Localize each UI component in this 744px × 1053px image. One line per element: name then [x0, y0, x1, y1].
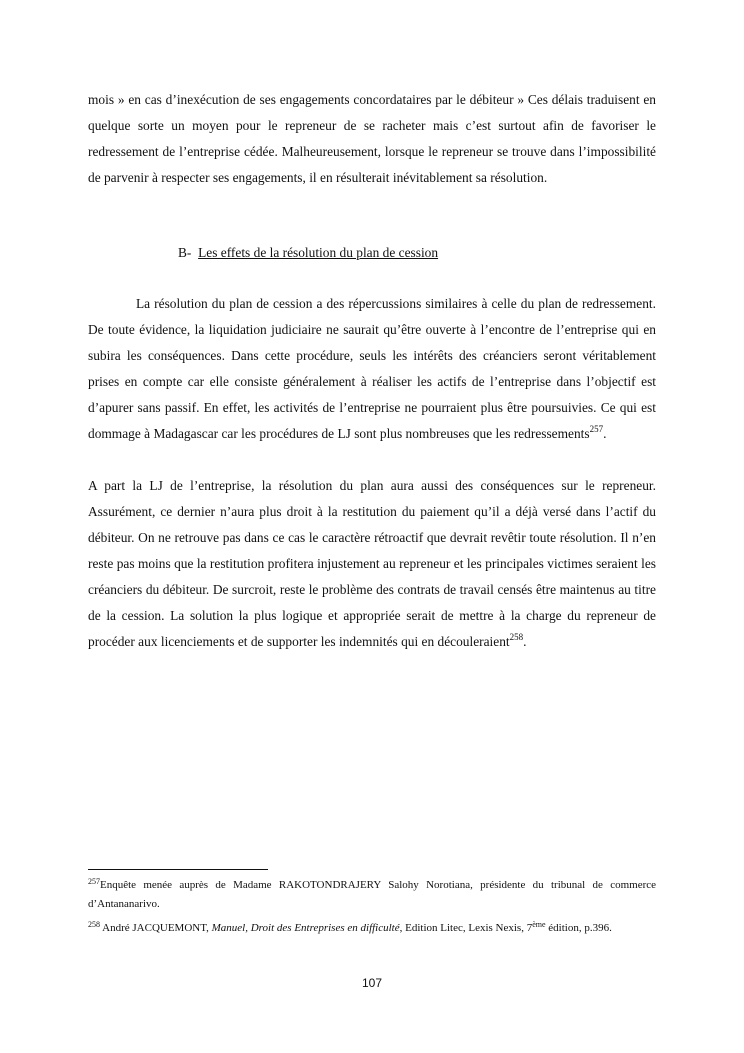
footnote-author: André JACQUEMONT,	[100, 922, 212, 934]
footnote-edition-sup: ème	[532, 920, 546, 929]
page-number: 107	[361, 976, 383, 990]
footnote-text: Enquête menée auprès de Madame RAKOTONDRAJERY Salohy Norotiana, présidente du tribunal de commerce d’Antananarivo.	[88, 879, 656, 910]
footnote-number: 257	[88, 877, 100, 886]
section-heading	[178, 240, 438, 266]
paragraph-1: mois » en cas d’inexécution de ses engagements concordataires par le débiteur » Ces délais traduisent en quelque sorte un moyen pour le repreneur de se racheter mais c’est surtout afin de favoriser le redressement de l’entreprise cédée. Malheureusement, lorsque le repreneur se trouve dans l’impossibilité de parvenir à respecter ses engagements, il en résulterait inévitablement sa résolution.	[88, 92, 656, 185]
paragraph-3	[88, 473, 656, 655]
footnote-divider	[88, 869, 268, 870]
footnote-book-title: Manuel, Droit des Entreprises en difficulté	[211, 922, 400, 934]
section-heading-title: Les effets de la résolution du plan de cession	[198, 245, 439, 260]
section-heading-label: B-	[178, 245, 192, 260]
footnote-rest: édition, p.396.	[545, 922, 612, 934]
footnote-number: 258	[88, 920, 100, 929]
paragraph-2-end: .	[603, 426, 607, 441]
footnote-ref-258[interactable]: 258	[509, 632, 524, 642]
footnote-ref-257[interactable]: 257	[589, 424, 604, 434]
paragraph-2	[88, 291, 656, 447]
paragraph-3-text: A part la LJ de l’entreprise, la résolution du plan aura aussi des conséquences sur le repreneur. Assurément, ce dernier n’aura plus droit à la restitution du paiement qu’il a déjà versé dans l’actif du débiteur. On ne retrouve pas dans ce cas le caractère rétroactif que devrait revêtir toute résolution. Il n’en reste pas moins que la restitution profitera injustement au repreneur et les principales victimes seraient les créanciers du débiteur. De surcroit, reste le problème des contrats de travail censés être maintenus au titre de la cession. La solution la plus logique et appropriée serait de mettre à la charge du repreneur de procéder aux licenciements et de supporter les indemnités qui en découleraient	[88, 478, 656, 649]
footnote-publisher: , Edition Litec, Lexis Nexis, 7	[399, 922, 533, 934]
footnote-258	[88, 919, 656, 938]
paragraph-2-text: La résolution du plan de cession a des répercussions similaires à celle du plan de redressement. De toute évidence, la liquidation judiciaire ne saurait qu’être ouverte à l’encontre de l’entreprise qui en subira les conséquences. Dans cette procédure, seuls les intérêts des créanciers seront véritablement prises en compte car elle consiste généralement à réaliser les actifs de l’entreprise dans l’objectif est d’apurer sans passif. En effet, les activités de l’entreprise ne pourraient plus être poursuivies. Ce qui est dommage à Madagascar car les procédures de LJ sont plus nombreuses que les redressements	[88, 296, 656, 441]
paragraph-3-end: .	[523, 634, 527, 649]
footnote-257	[88, 876, 656, 914]
